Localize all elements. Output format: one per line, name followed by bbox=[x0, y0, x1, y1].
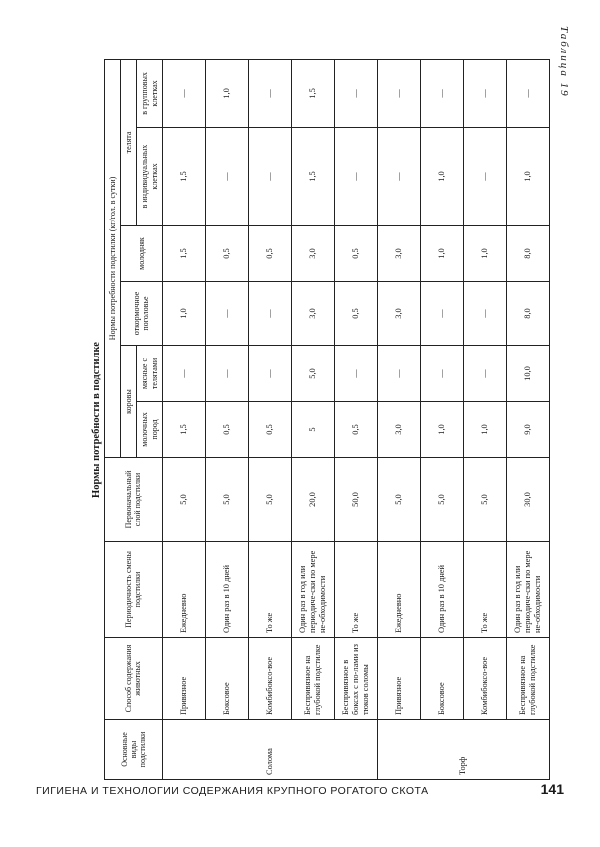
beef-cows-cell: — bbox=[420, 346, 463, 402]
table-label: Таблица 19 bbox=[558, 26, 570, 98]
frequency-cell: То же bbox=[463, 542, 506, 638]
header-calves: телята bbox=[121, 59, 137, 225]
fattening-cell: — bbox=[463, 282, 506, 346]
beef-cows-cell: — bbox=[248, 346, 291, 402]
housing-cell: Беспривязное на глубокой подстилке bbox=[506, 638, 549, 720]
frequency-cell: Один раз в 10 дней bbox=[420, 542, 463, 638]
initial-layer-cell: 20,0 bbox=[291, 458, 334, 542]
beef-cows-cell: — bbox=[162, 346, 205, 402]
calves-individual-cell: — bbox=[463, 128, 506, 226]
table-row bbox=[377, 59, 420, 779]
dairy-cows-cell: 0,5 bbox=[248, 402, 291, 458]
table-row bbox=[463, 59, 506, 779]
fattening-cell: 8,0 bbox=[506, 282, 549, 346]
housing-cell: Привязное bbox=[162, 638, 205, 720]
beef-cows-cell: — bbox=[334, 346, 377, 402]
table-row bbox=[420, 59, 463, 779]
initial-layer-cell: 5,0 bbox=[463, 458, 506, 542]
bedding-norms-table bbox=[104, 59, 550, 780]
housing-cell: Комбибоксо-вое bbox=[248, 638, 291, 720]
housing-cell: Беспривязное на глубокой подстилке bbox=[291, 638, 334, 720]
frequency-cell: То же bbox=[248, 542, 291, 638]
table-row bbox=[506, 59, 549, 779]
fattening-cell: 0,5 bbox=[334, 282, 377, 346]
fattening-cell: — bbox=[205, 282, 248, 346]
header-cows-beef: мясные с телятами bbox=[137, 346, 162, 402]
frequency-cell: Ежедневно bbox=[162, 542, 205, 638]
rotated-table-block bbox=[90, 60, 570, 780]
litter-kind-cell: Торф bbox=[377, 720, 549, 780]
table-row bbox=[291, 59, 334, 779]
dairy-cows-cell: 5 bbox=[291, 402, 334, 458]
calves-individual-cell: 1,5 bbox=[162, 128, 205, 226]
page-footer bbox=[36, 781, 564, 797]
calves-individual-cell: 1,5 bbox=[291, 128, 334, 226]
litter-kind-cell: Солома bbox=[162, 720, 377, 780]
frequency-cell: Один раз в год или периодиче-ски по мере не-обходимости bbox=[506, 542, 549, 638]
calves-group-cell: — bbox=[334, 59, 377, 127]
calves-group-cell: 1,5 bbox=[291, 59, 334, 127]
dairy-cows-cell: 1,0 bbox=[420, 402, 463, 458]
initial-layer-cell: 50,0 bbox=[334, 458, 377, 542]
initial-layer-cell: 5,0 bbox=[420, 458, 463, 542]
table-caption: Нормы потребности в подстилке bbox=[91, 342, 102, 498]
calves-individual-cell: — bbox=[205, 128, 248, 226]
dairy-cows-cell: 3,0 bbox=[377, 402, 420, 458]
calves-group-cell: — bbox=[463, 59, 506, 127]
young-stock-cell: 0,5 bbox=[248, 226, 291, 282]
table-row bbox=[334, 59, 377, 779]
dairy-cows-cell: 0,5 bbox=[334, 402, 377, 458]
calves-group-cell: — bbox=[506, 59, 549, 127]
calves-group-cell: 1,0 bbox=[205, 59, 248, 127]
young-stock-cell: 8,0 bbox=[506, 226, 549, 282]
fattening-cell: — bbox=[420, 282, 463, 346]
fattening-cell: 1,0 bbox=[162, 282, 205, 346]
header-initial-layer: Первоначальный слой подстилки bbox=[105, 458, 163, 542]
table-body bbox=[162, 59, 549, 779]
initial-layer-cell: 5,0 bbox=[248, 458, 291, 542]
young-stock-cell: 0,5 bbox=[334, 226, 377, 282]
fattening-cell: 3,0 bbox=[377, 282, 420, 346]
young-stock-cell: 3,0 bbox=[291, 226, 334, 282]
initial-layer-cell: 5,0 bbox=[205, 458, 248, 542]
initial-layer-cell: 5,0 bbox=[162, 458, 205, 542]
young-stock-cell: 0,5 bbox=[205, 226, 248, 282]
header-young: молодняк bbox=[121, 226, 163, 282]
dairy-cows-cell: 1,5 bbox=[162, 402, 205, 458]
housing-cell: Комбибоксо-вое bbox=[463, 638, 506, 720]
header-cows: коровы bbox=[121, 346, 137, 458]
fattening-cell: 3,0 bbox=[291, 282, 334, 346]
header-fattening: откормочное поголовье bbox=[121, 282, 163, 346]
young-stock-cell: 1,0 bbox=[463, 226, 506, 282]
calves-individual-cell: — bbox=[377, 128, 420, 226]
calves-group-cell: — bbox=[248, 59, 291, 127]
table-row bbox=[248, 59, 291, 779]
beef-cows-cell: 5,0 bbox=[291, 346, 334, 402]
table-row bbox=[205, 59, 248, 779]
calves-group-cell: — bbox=[420, 59, 463, 127]
fattening-cell: — bbox=[248, 282, 291, 346]
housing-cell: Привязное bbox=[377, 638, 420, 720]
header-calves-individual: в индивидуальных клетках bbox=[137, 128, 162, 226]
header-litter-kind: Основные виды подстилки bbox=[105, 720, 163, 780]
beef-cows-cell: — bbox=[205, 346, 248, 402]
table-row bbox=[162, 59, 205, 779]
running-title: ГИГИЕНА И ТЕХНОЛОГИИ СОДЕРЖАНИЯ КРУПНОГО РОГАТОГО СКОТА bbox=[36, 785, 429, 797]
calves-group-cell: — bbox=[162, 59, 205, 127]
dairy-cows-cell: 9,0 bbox=[506, 402, 549, 458]
dairy-cows-cell: 0,5 bbox=[205, 402, 248, 458]
beef-cows-cell: — bbox=[463, 346, 506, 402]
housing-cell: Боксовое bbox=[205, 638, 248, 720]
young-stock-cell: 1,5 bbox=[162, 226, 205, 282]
header-norms: Нормы потребности подстилки (кг/гол. в сутки) bbox=[105, 59, 121, 457]
page-number: 141 bbox=[540, 781, 564, 797]
header-frequency: Периодичность смены подстилки bbox=[105, 542, 163, 638]
frequency-cell: Один раз в 10 дней bbox=[205, 542, 248, 638]
young-stock-cell: 1,0 bbox=[420, 226, 463, 282]
housing-cell: Беспривязное в боксах с по-лами из тюков соломы bbox=[334, 638, 377, 720]
calves-individual-cell: — bbox=[334, 128, 377, 226]
calves-individual-cell: 1,0 bbox=[506, 128, 549, 226]
header-housing: Способ содержания животных bbox=[105, 638, 163, 720]
beef-cows-cell: 10,0 bbox=[506, 346, 549, 402]
calves-individual-cell: — bbox=[248, 128, 291, 226]
initial-layer-cell: 30,0 bbox=[506, 458, 549, 542]
beef-cows-cell: — bbox=[377, 346, 420, 402]
frequency-cell: Один раз в год или периодиче-ски по мере не-обходимости bbox=[291, 542, 334, 638]
young-stock-cell: 3,0 bbox=[377, 226, 420, 282]
calves-group-cell: — bbox=[377, 59, 420, 127]
housing-cell: Боксовое bbox=[420, 638, 463, 720]
calves-individual-cell: 1,0 bbox=[420, 128, 463, 226]
initial-layer-cell: 5,0 bbox=[377, 458, 420, 542]
frequency-cell: То же bbox=[334, 542, 377, 638]
header-cows-dairy: молочных пород bbox=[137, 402, 162, 458]
dairy-cows-cell: 1,0 bbox=[463, 402, 506, 458]
header-calves-group: в групповых клетках bbox=[137, 59, 162, 127]
frequency-cell: Ежедневно bbox=[377, 542, 420, 638]
